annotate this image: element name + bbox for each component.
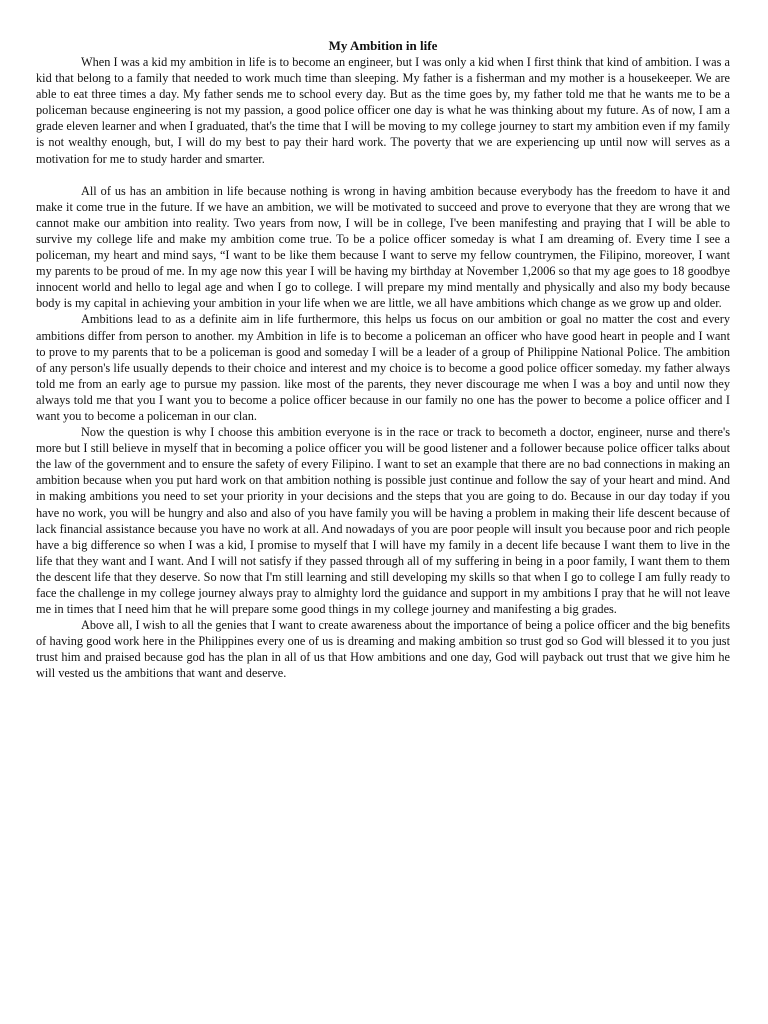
paragraph-gap xyxy=(36,167,730,183)
paragraph-5: Above all, I wish to all the genies that I want to create awareness about the importance of being a police officer and the big benefits of having good work here in the Philippines every one of us is dreaming and making ambition so trust god so God will blessed it to you just trust him and praised because god has the plan in all of us that How ambitions and one day, God will payback out trust that we give him he will vested us the ambitions that want and deserve. xyxy=(36,618,730,681)
document-page xyxy=(36,38,730,682)
paragraph-3: Ambitions lead to as a definite aim in life furthermore, this helps us focus on our ambition or goal no matter the cost and every ambitions differ from person to another. my Ambition in life is to become a policeman an officer who have good heart in people and I want to prove to my parents that to be a policeman is good and someday I will be a leader of a group of Philippine National Police. The ambition of any person's life usually depends to their choice and interest and my choice is to become a good police officer someday. my father always told me from an early age to pursue my passion. like most of the parents, they never discourage me when I was a boy and until now they always told me that you I want you to become a police officer because in our family no one has the power to become a police officer and I want you to become a policeman in our clan. xyxy=(36,312,730,423)
document-title: My Ambition in life xyxy=(328,38,438,53)
paragraph-2: All of us has an ambition in life because nothing is wrong in having ambition because everybody has the freedom to have it and make it come true in the future. If we have an ambition, we will be motivated to succeed and prove to everyone that they are wrong that we cannot make our ambition into reality. Two years from now, I will be in college, I've been manifesting and praying that I will be able to survive my college life and make my ambition come true. To be a police officer someday is what I am dreaming of. Every time I see a policeman, my heart and mind says, “I want to be like them because I want to serve my fellow countrymen, the Filipino, moreover, I want my parents to be proud of me. In my age now this year I will be having my birthday at November 1,2006 so that my age goes to 18 goodbye innocent world and hello to legal age and when I go to college. I will prepare my mind mentally and physically and also my body because body is my capital in achieving your ambition in your life when we are little, we all have ambitions which change as we grow up and older. xyxy=(36,183,730,311)
paragraph-1: When I was a kid my ambition in life is to become an engineer, but I was only a kid when I first think that kind of ambition. I was a kid that belong to a family that needed to work much time than sleeping. My father is a fisherman and my mother is a housekeeper. We are able to eat three times a day. My father sends me to school every day. But as the time goes by, my father told me that he wants me to be a policeman because engineering is not my passion, a good police officer one day is what he was thinking about my future. As of now, I am a grade eleven learner and when I graduated, that's the time that I will be moving to my college journey to start my ambition even if my family is not wealthy enough, but, I will do my best to pay their hard work. The poverty that we are experiencing up until now will serves as a motivation for me to study harder and smarter. xyxy=(36,55,730,166)
paragraph-4: Now the question is why I choose this ambition everyone is in the race or track to becometh a doctor, engineer, nurse and there's more but I still believe in myself that in becoming a police officer you will be good listener and a follower because police officer talks about the law of the government and to ensure the safety of every Filipino. I want to set an example that there are no bad connections in making an ambition because when you put hard work on that ambition nothing is possible just continue and follow the say of your heart and mind. And in making ambitions you need to set your priority in your decisions and the steps that you are going to do. Because in our day today if you have no work, you will be hungry and also and also of you have family you will be having a problem in making their life descent because of lack financial assistance because you have no work at all. And nowadays of you are poor people will insult you because poor and rich people have a big difference so when I was a kid, I promise to myself that I will have my family in a decent life because I want them to live in the life that they want and I want. And I will not satisfy if they passed through all of my suffering in being in a poor family, I want them to them the descent life that they deserve. So now that I'm still learning and still developing my skills so that when I go to college I am fully ready to face the challenge in my college journey always pray to almighty lord the guidance and support in my ambitions I pray that he will not leave me in times that I need him that he will prepare some good things in my college journey and manifesting a big grades. xyxy=(36,425,730,617)
